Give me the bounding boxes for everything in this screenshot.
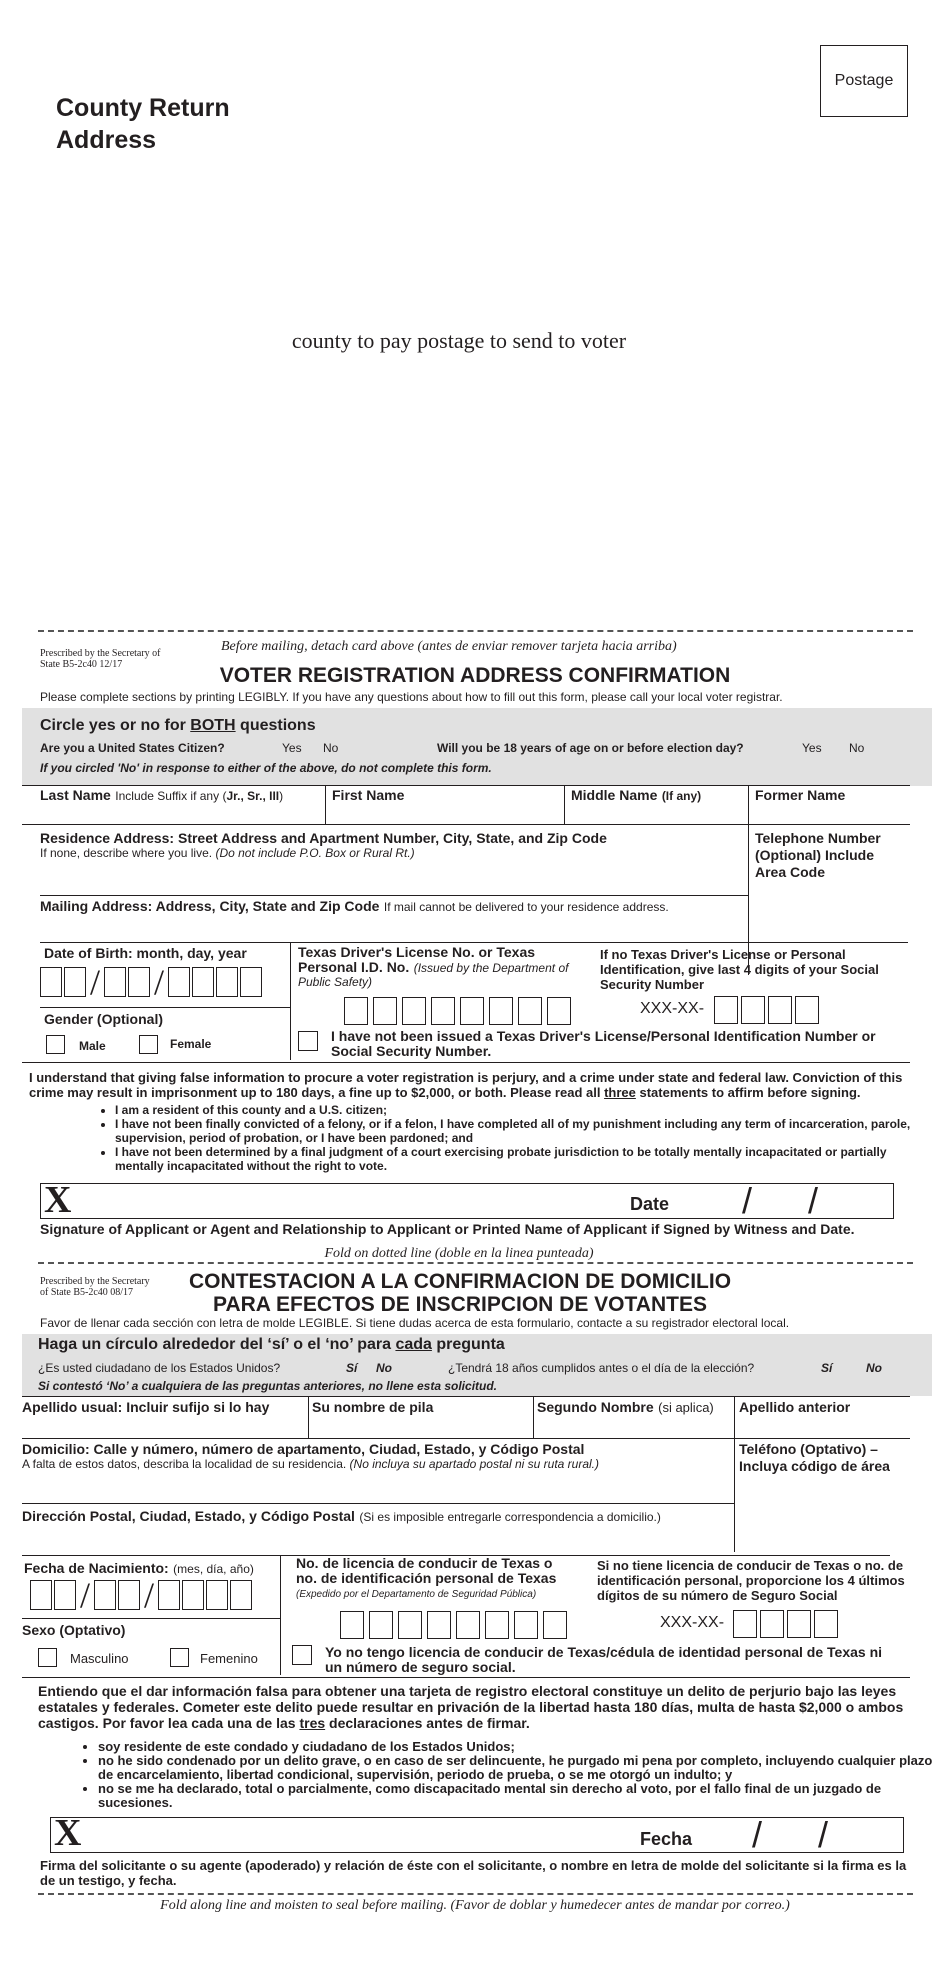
dl-box[interactable] (340, 1611, 364, 1639)
dl-box[interactable] (547, 997, 571, 1025)
ssn-box[interactable] (787, 1610, 811, 1638)
residence-address-field-es[interactable]: Domicilio: Calle y número, número de apartamento, Ciudad, Estado, y Código Postal A falta de estos datos, describa la localidad de su residencia. (No incluya su apartado postal ni su ruta rural.) (22, 1441, 600, 1471)
divider (280, 1555, 281, 1675)
dl-label: Texas Driver's License No. or Texas Personal I.D. No. (Issued by the Department of Public Safety) (298, 944, 569, 989)
dl-box[interactable] (543, 1611, 567, 1639)
dob-box[interactable] (30, 1580, 52, 1610)
signature-x-es: X (54, 1812, 82, 1854)
signature-label-es: Firma del solicitante o su agente (apoderado) y relación de éste con el solicitante, o nombre en letra de molde del solicitante si la firma es la de un testigo, y fecha. (40, 1858, 907, 1888)
form-instructions-es: Favor de llenar cada sección con letra de molde LEGIBLE. Si tiene dudas acerca de esta formulario, contacte a su registrador electoral local. (40, 1316, 790, 1330)
dob-box[interactable] (94, 1580, 116, 1610)
prescribed-es-line-2: of State B5-2c40 08/17 (40, 1287, 134, 1298)
residence-note: If none, describe where you live. (Do not include P.O. Box or Rural Rt.) (40, 846, 415, 860)
masculino-checkbox[interactable] (38, 1648, 57, 1667)
dob-slash: / (90, 962, 101, 1002)
masculino-label: Masculino (70, 1651, 129, 1666)
fold-note: Fold on dotted line (doble en la linea punteada) (324, 1246, 594, 1261)
dob-label-es: Fecha de Nacimiento: (mes, día, año) (24, 1560, 254, 1576)
no-id-label: I have not been issued a Texas Driver's License/Personal Identification Number or Social Security Number. (331, 1028, 876, 1059)
prescribed-line-2: State B5-2c40 12/17 (40, 659, 123, 670)
dob-box[interactable] (128, 967, 150, 997)
fecha-slash-1: / (752, 1814, 763, 1855)
female-label: Female (170, 1037, 212, 1051)
dl-label-es: No. de licencia de conducir de Texas o no. de identificación personal de Texas (Expedido por el Departamento de Seguridad Pública) (296, 1555, 557, 1600)
affirmation-text: I understand that giving false information to procure a voter registration is perjury, and a crime under state and federal law. Conviction of this crime may result in imprisonment up to 180 days, a fine up to $2,000, or both. Please read all three statements to affirm before signing. (29, 1070, 903, 1100)
dl-box[interactable] (514, 1611, 538, 1639)
femenino-label: Femenino (200, 1651, 258, 1666)
dl-box[interactable] (369, 1611, 393, 1639)
dl-box[interactable] (489, 997, 513, 1025)
affirmation-bullets-es (80, 1740, 938, 1810)
dob-box[interactable] (158, 1580, 180, 1610)
residence-label: Residence Address: Street Address and Apartment Number, City, State, and Zip Code (40, 830, 607, 846)
middle-name-field-es[interactable]: Segundo Nombre (si aplica) (537, 1399, 714, 1415)
mailing-note: If mail cannot be delivered to your residence address. (383, 900, 669, 914)
former-name-field-es[interactable]: Apellido anterior (739, 1399, 851, 1415)
bullet-felony-es: • no he sido condenado por un delito grave, o en caso de ser delincuente, he purgado mi pena por completo, incluyendo cualquier plazo de encarcelamiento, libertad condicional, supervisión, periodo de prueba, o se me otorgó un indulto; y (98, 1754, 938, 1782)
citizen-yes[interactable]: Yes (282, 741, 302, 755)
telephone-field-es[interactable]: Teléfono (Optativo) – Incluya código de área (739, 1441, 890, 1474)
dl-box[interactable] (398, 1611, 422, 1639)
dob-box[interactable] (206, 1580, 228, 1610)
age-yes[interactable]: Yes (802, 741, 822, 755)
dob-box[interactable] (168, 967, 190, 997)
first-name-field-es[interactable]: Su nombre de pila (312, 1399, 434, 1415)
dl-box[interactable] (344, 997, 368, 1025)
fold-line (38, 1262, 913, 1264)
divider (308, 1396, 309, 1438)
signature-label: Signature of Applicant or Agent and Relationship to Applicant or Printed Name of Applicant if Signed by Witness and Date. (40, 1221, 855, 1237)
postage-box (820, 45, 908, 117)
dob-row-top (40, 942, 908, 943)
mailing-address-field[interactable] (40, 898, 745, 938)
dob-label: Date of Birth: month, day, year (44, 945, 247, 961)
dl-boxes[interactable] (344, 997, 576, 1025)
citizen-no-es[interactable]: No (376, 1361, 392, 1375)
no-id-checkbox[interactable] (298, 1031, 318, 1051)
no-note-es: Si contestó ‘No’ a cualquiera de las preguntas anteriores, no llene esta solicitud. (38, 1379, 498, 1393)
ssn-box[interactable] (741, 996, 765, 1024)
return-address: County Return Address (56, 94, 230, 154)
dl-box[interactable] (456, 1611, 480, 1639)
form-title-es (180, 1270, 740, 1316)
pay-postage-note: county to pay postage to send to voter (291, 328, 627, 353)
ssn-box[interactable] (814, 1610, 838, 1638)
ssn-label-es: Si no tiene licencia de conducir de Texas o no. de identificación personal, proporcione los 4 últimos dígitos de su número de Seguro Social (597, 1558, 905, 1603)
gender-label: Gender (Optional) (44, 1011, 163, 1027)
ssn-boxes-es[interactable] (733, 1610, 837, 1638)
dob-boxes-es[interactable] (30, 1575, 280, 1615)
circle-heading-text: Circle yes or no for (40, 717, 191, 734)
id-row-bottom-es (22, 1677, 910, 1678)
ssn-prefix-es: XXX-XX- (660, 1614, 725, 1631)
dob-box[interactable] (54, 1580, 76, 1610)
last-name-note: Include Suffix if any (Jr., Sr., III) (115, 789, 284, 803)
divider (325, 785, 326, 825)
middle-name-note: (If any) (661, 789, 702, 803)
female-checkbox[interactable] (139, 1035, 158, 1054)
dob-box[interactable] (40, 967, 62, 997)
form-title: VOTER REGISTRATION ADDRESS CONFIRMATION (219, 664, 731, 687)
ssn-box[interactable] (795, 996, 819, 1024)
name-row-bottom (22, 824, 910, 825)
ssn-box[interactable] (733, 1610, 757, 1638)
bullet-mental-es: • no se me ha declarado, total o parcialmente, como discapacitado mental sin derecho al voto, por el fallo final de un juzgado de sucesiones. (98, 1782, 938, 1810)
dob-bottom (40, 1007, 290, 1008)
residence-bottom (40, 895, 748, 896)
form-instructions: Please complete sections by printing LEGIBLY. If you have any questions about how to fill out this form, please call your local voter registrar. (40, 690, 783, 704)
affirmation-bullets (97, 1103, 930, 1173)
dl-box[interactable] (373, 997, 397, 1025)
bullet-resident-es: • soy residente de este condado y ciudadano de los Estados Unidos; (98, 1740, 938, 1754)
residence-address-field[interactable] (40, 830, 740, 890)
divider (533, 1396, 534, 1438)
dob-slash: / (80, 1575, 91, 1615)
circle-heading-both: BOTH (190, 717, 236, 734)
dl-boxes-es[interactable] (340, 1611, 572, 1639)
last-name-field[interactable] (40, 787, 320, 823)
telephone-field[interactable]: Telephone Number (Optional) Include Area Code (755, 830, 881, 880)
circle-heading (40, 717, 316, 735)
divider (564, 785, 565, 825)
date-label: Date (630, 1194, 670, 1214)
bullet-resident: • I am a resident of this county and a U.S. citizen; (115, 1103, 930, 1117)
middle-name-label: Middle Name (571, 787, 658, 803)
ssn-label: If no Texas Driver's License or Personal Identification, give last 4 digits of your Social Security Number (600, 947, 879, 992)
circled-no-note: If you circled 'No' in response to either of the above, do not complete this form. (40, 761, 492, 775)
mailing-address-field-es[interactable]: Dirección Postal, Ciudad, Estado, y Código Postal (Si es imposible entregarle correspondencia a domicilio.) (22, 1508, 661, 1524)
dob-box[interactable] (182, 1580, 204, 1610)
circle-heading-es: Haga un círculo alrededor del ‘sí’ o el ‘no’ para cada pregunta (38, 1336, 505, 1353)
last-name-field-es[interactable]: Apellido usual: Incluir sufijo si lo hay (22, 1399, 270, 1415)
name-row-top (22, 785, 910, 786)
no-id-label-es: Yo no tengo licencia de conducir de Texas/cédula de identidad personal de Texas ni un número de seguro social. (325, 1644, 883, 1675)
ssn-box[interactable] (768, 996, 792, 1024)
id-row-bottom (22, 1062, 910, 1063)
fecha-label: Fecha (640, 1829, 693, 1849)
first-name-field[interactable]: First Name (332, 787, 405, 803)
question-citizen-es: ¿Es usted ciudadano de los Estados Unidos? (38, 1361, 281, 1375)
dob-box[interactable] (118, 1580, 140, 1610)
prescribed-es-line-1: Prescribed by the Secretary (40, 1276, 150, 1287)
ssn-prefix: XXX-XX- (640, 1000, 705, 1017)
femenino-checkbox[interactable] (170, 1648, 189, 1667)
ssn-box[interactable] (714, 996, 738, 1024)
name-row-bottom-es (22, 1438, 910, 1439)
dl-box[interactable] (431, 997, 455, 1025)
signature-x: X (44, 1179, 72, 1221)
age-no-es[interactable]: No (866, 1361, 882, 1375)
male-label: Male (79, 1039, 106, 1053)
dl-box[interactable] (485, 1611, 509, 1639)
seal-fold-note: Fold along line and moisten to seal before mailing. (Favor de doblar y humedecer antes de mandar por correo.) (160, 1898, 790, 1913)
dl-box[interactable] (427, 1611, 451, 1639)
divider (734, 1396, 735, 1552)
title-es-1: CONTESTACION A LA CONFIRMACION DE DOMICILIO (188, 1270, 732, 1293)
bullet-felony: • I have not been finally convicted of a felony, or if a felon, I have completed all of my punishment including any term of incarceration, parole, supervision, period of probation, or I have been pardoned; and (115, 1117, 930, 1145)
dob-box[interactable] (216, 967, 238, 997)
middle-name-field[interactable] (571, 787, 746, 823)
question-age-es: ¿Tendrá 18 años cumplidos antes o el día de la elección? (448, 1361, 755, 1375)
detach-line (38, 630, 913, 632)
former-name-field[interactable]: Former Name (755, 787, 846, 803)
title-es-2: PARA EFECTOS DE INSCRIPCION DE VOTANTES (213, 1293, 707, 1316)
date-slash-2: / (808, 1180, 819, 1221)
circle-heading-end: questions (235, 717, 316, 734)
citizen-no[interactable]: No (323, 741, 339, 755)
dob-box[interactable] (240, 967, 262, 997)
dob-slash: / (144, 1575, 155, 1615)
male-checkbox[interactable] (46, 1035, 65, 1054)
bullet-mental: • I have not been determined by a final judgment of a court exercising probate jurisdiction to be totally mentally incapacitated or partially mentally incapacitated without the right to vote. (115, 1145, 930, 1173)
residence-bottom-es (22, 1503, 734, 1504)
ssn-box[interactable] (760, 1610, 784, 1638)
prescribed-line-1: Prescribed by the Secretary of (40, 648, 161, 659)
affirmation-text-es: Entiendo que el dar información falsa para obtener una tarjeta de registro electoral constituye un delito de perjurio bajo las leyes estatales y federales. Cometer este delito puede resultar en privación de la libertad hasta 180 días, multa de hasta $2,000 o ambos castigos. Por favor lea cada una de las tres declaraciones antes de firmar. (38, 1683, 904, 1731)
signature-box[interactable] (40, 1183, 894, 1219)
question-citizen: Are you a United States Citizen? (40, 741, 225, 755)
dob-box[interactable] (64, 967, 86, 997)
dob-slash: / (154, 962, 165, 1002)
signature-box-es[interactable] (50, 1817, 904, 1853)
fecha-slash-2: / (818, 1814, 829, 1855)
age-si[interactable]: Sí (821, 1361, 833, 1375)
no-id-checkbox-es[interactable] (292, 1645, 312, 1665)
dob-boxes[interactable] (40, 962, 290, 1002)
dl-box[interactable] (402, 997, 426, 1025)
detach-note: Before mailing, detach card above (antes de enviar remover tarjeta hacia arriba) (221, 639, 677, 654)
postage-label: Postage (834, 72, 894, 89)
divider (290, 942, 291, 1060)
date-slash-1: / (742, 1180, 753, 1221)
last-name-label: Last Name (40, 787, 111, 803)
mailing-label: Mailing Address: Address, City, State and Zip Code (40, 898, 380, 914)
question-age: Will you be 18 years of age on or before election day? (437, 741, 744, 755)
prescribed-text-es (40, 1276, 150, 1298)
age-no[interactable]: No (849, 741, 865, 755)
dl-box[interactable] (518, 997, 542, 1025)
dob-box[interactable] (192, 967, 214, 997)
gender-label-es: Sexo (Optativo) (22, 1622, 126, 1638)
dob-box[interactable] (230, 1580, 252, 1610)
dob-bottom-es (22, 1618, 280, 1619)
ssn-boxes[interactable] (714, 996, 818, 1024)
dl-box[interactable] (460, 997, 484, 1025)
name-row-top-es (22, 1396, 910, 1397)
dob-box[interactable] (104, 967, 126, 997)
citizen-si[interactable]: Sí (346, 1361, 358, 1375)
seal-fold-line (38, 1893, 913, 1895)
